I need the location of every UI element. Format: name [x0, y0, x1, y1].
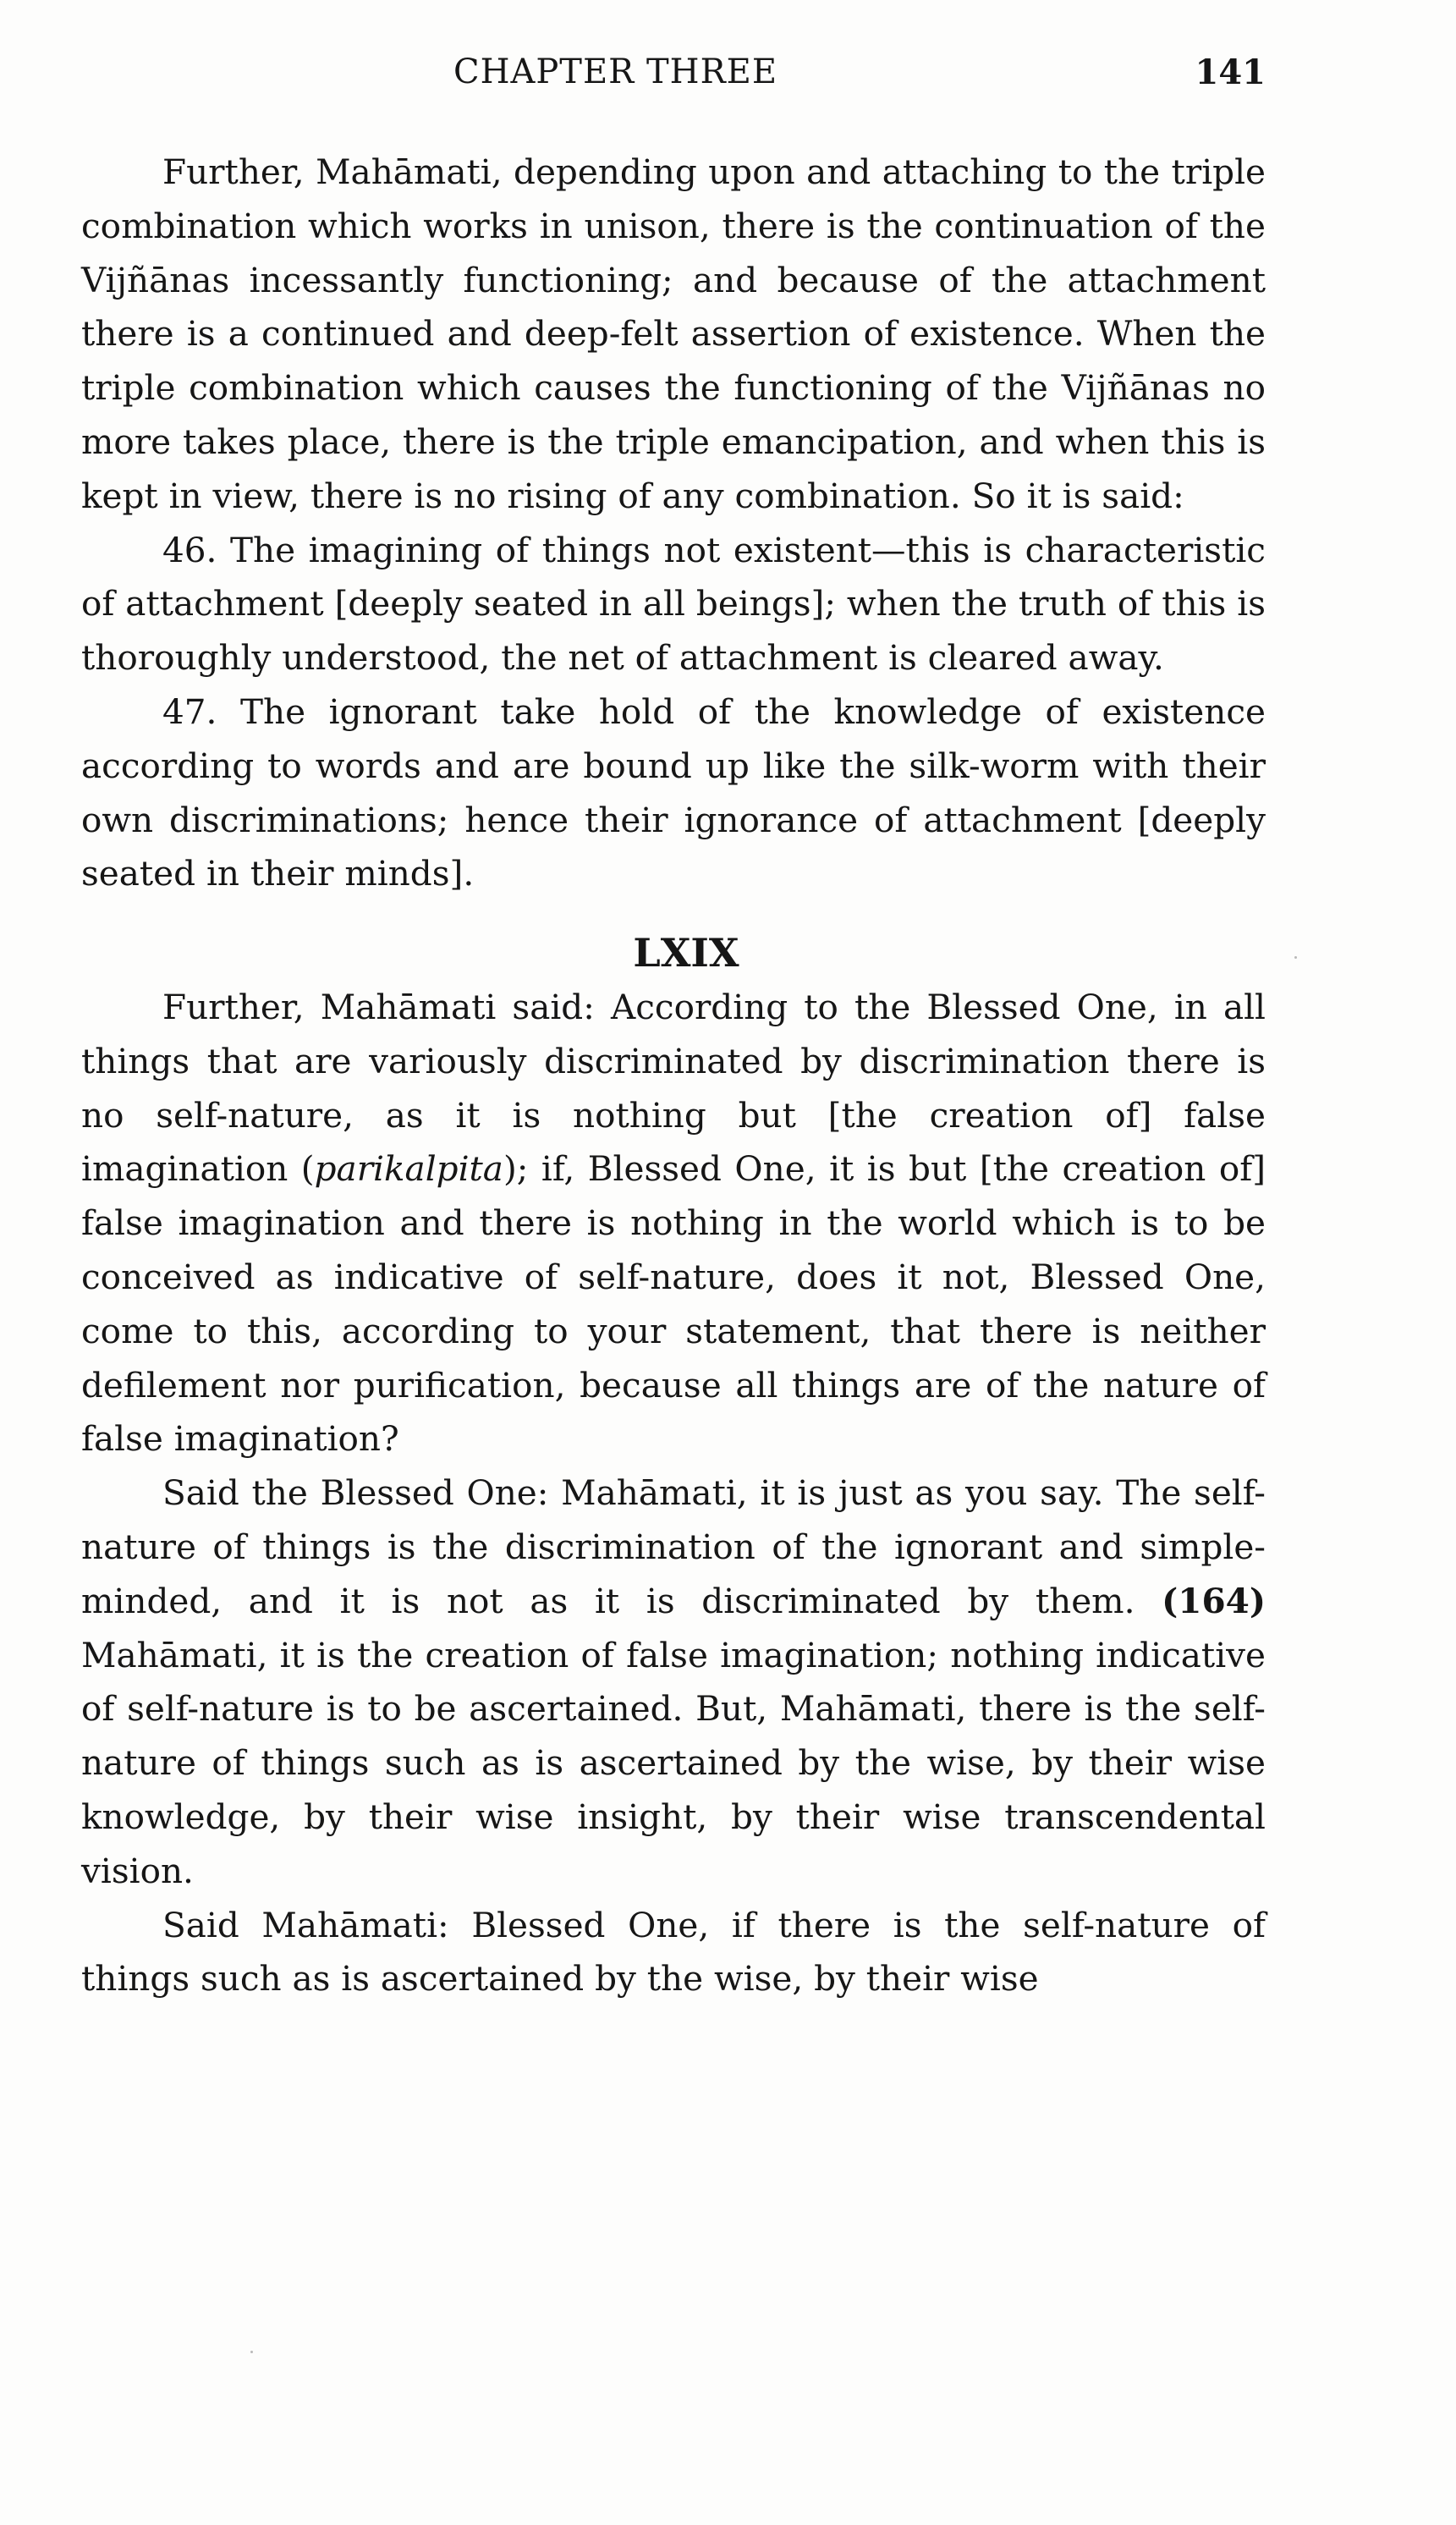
verse-47: 47. The ignorant take hold of the knowledge of existence according to words and are bound up like the silk-worm with their own discriminations; hence their ignorance of attachment [deeply seated in their minds].	[81, 690, 1266, 894]
body-text	[81, 146, 1266, 2006]
paper-speck	[250, 2351, 253, 2353]
paper-speck	[1294, 956, 1297, 959]
running-head: CHAPTER THREE	[453, 52, 778, 91]
text-run: Further, Mahāmati said: According to the Blessed One, in all things that are variously discriminated by discrimination there is no self-nature, as it is nothing but [the creation of] false imagination (	[81, 986, 1266, 1190]
page-header	[81, 52, 1266, 103]
page-number: 141	[1195, 52, 1266, 92]
section-heading: LXIX	[633, 930, 739, 976]
verse-46: 46. The imagining of things not existent—this is characteristic of attachment [deeply seated in all beings]; when the truth of this is thoroughly understood, the net of attachment is cleared away.	[81, 529, 1266, 679]
text-run: ); if, Blessed One, it is but [the creation of] false imagination and there is nothing in the world which is to be conceived as indicative of self-nature, does it not, Blessed One, come to this, according to your statement, that there is neither defilement nor purification, because all things are of the nature of false imagination?	[81, 1148, 1266, 1460]
paragraph-continuation: Further, Mahāmati, depending upon and attaching to the triple combination which works in unison, there is the continuation of the Vijñānas incessantly functioning; and because of the attachment there is a continued and deep-felt assertion of existence. When the triple combination which causes the functioning of the Vijñānas no more takes place, there is the triple emancipation, and when this is kept in view, there is no rising of any combination. So it is said:	[81, 151, 1266, 516]
paragraph-mahamati-question	[81, 981, 1266, 1466]
page-reference: (164)	[1162, 1580, 1266, 1621]
text-run: Mahāmati, it is the creation of false imagination; nothing indicative of self-nature is to be ascertained. But, Mahāmati, there is the self-nature of things such as is ascertained by the wise, by their wise knowledge, by their wise insight, by their wise transcendental vision.	[81, 1634, 1266, 1891]
paragraph-mahamati-followup: Said Mahāmati: Blessed One, if there is the self-nature of things such as is ascertained by the wise, by their wise	[81, 1904, 1266, 2000]
paragraph-blessed-one-answer	[81, 1466, 1266, 1898]
text-run: Said the Blessed One: Mahāmati, it is just as you say. The self-nature of things is the discrimination of the ignorant and simple-minded, and it is not as it is discriminated by them.	[81, 1472, 1266, 1621]
sanskrit-term: parikalpita	[314, 1148, 503, 1190]
